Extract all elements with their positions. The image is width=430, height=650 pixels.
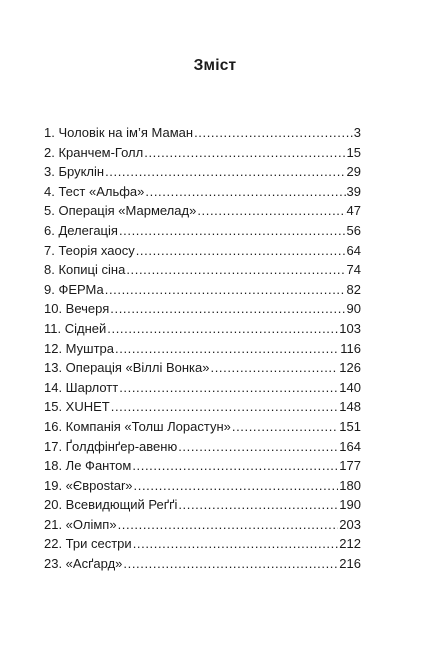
toc-dot-leader [145, 182, 345, 202]
page-title: Зміст [193, 57, 237, 74]
toc-entry [44, 162, 361, 182]
toc-dot-leader [105, 280, 346, 300]
toc-page-number: 216 [339, 556, 361, 572]
toc-entry-label: 15. XUHET [44, 399, 110, 415]
toc-page-number: 212 [339, 536, 361, 552]
toc-dot-leader [194, 123, 353, 143]
toc-dot-leader [105, 162, 345, 182]
toc-dot-leader [133, 534, 339, 554]
toc-dot-leader [119, 221, 346, 241]
toc-page-number: 56 [346, 222, 361, 238]
toc-entry-label: 23. «Асґард» [44, 556, 123, 572]
toc-entry-label: 22. Три сестри [44, 536, 132, 552]
toc-dot-leader [126, 260, 345, 280]
toc-dot-leader [144, 143, 345, 163]
toc-entry-label: 13. Операція «Віллі Вонка» [44, 360, 210, 376]
toc-dot-leader [232, 417, 338, 437]
toc-page-number: 164 [339, 438, 361, 454]
toc-page-number: 15 [346, 144, 361, 160]
toc-page-number: 180 [339, 477, 361, 493]
toc-dot-leader [132, 456, 338, 476]
toc-dot-leader [119, 378, 338, 398]
toc-entry [44, 182, 361, 202]
toc-entry [44, 476, 361, 496]
toc-page-number: 64 [346, 242, 361, 258]
toc-entry [44, 534, 361, 554]
toc-entry-label: 17. Ґолдфінґер-авеню [44, 438, 178, 454]
toc-entry [44, 299, 361, 319]
toc-entry [44, 378, 361, 398]
toc-entry-label: 14. Шарлотт [44, 379, 119, 395]
toc-page-number: 39 [346, 183, 361, 199]
toc-entry-label: 20. Всевидющий Реґґі [44, 497, 178, 513]
toc-entry-label: 9. ФЕРМа [44, 281, 104, 297]
toc-page-number: 47 [346, 203, 361, 219]
table-of-contents [44, 123, 361, 574]
toc-entry [44, 221, 361, 241]
toc-entry-label: 6. Делегація [44, 222, 118, 238]
toc-entry-label: 21. «Олімп» [44, 516, 117, 532]
toc-dot-leader [210, 358, 338, 378]
toc-entry-label: 18. Ле Фантом [44, 458, 132, 474]
toc-dot-leader [134, 476, 339, 496]
toc-entry [44, 495, 361, 515]
toc-entry [44, 280, 361, 300]
toc-dot-leader [136, 241, 346, 261]
toc-page-number: 82 [346, 281, 361, 297]
toc-entry-label: 3. Бруклін [44, 164, 105, 180]
toc-entry-label: 16. Компанія «Толш Лорастун» [44, 418, 231, 434]
toc-page-number: 151 [339, 418, 361, 434]
toc-page-number: 90 [346, 301, 361, 317]
toc-entry [44, 123, 361, 143]
toc-dot-leader [178, 495, 338, 515]
toc-page-number: 203 [339, 516, 361, 532]
toc-entry [44, 397, 361, 417]
toc-entry [44, 554, 361, 574]
toc-dot-leader [197, 201, 345, 221]
toc-dot-leader [123, 554, 338, 574]
toc-entry [44, 339, 361, 359]
toc-entry-label: 8. Копиці сіна [44, 262, 126, 278]
toc-entry [44, 319, 361, 339]
toc-dot-leader [115, 339, 339, 359]
toc-dot-leader [110, 299, 345, 319]
toc-entry [44, 437, 361, 457]
toc-entry-label: 11. Сідней [44, 320, 107, 336]
toc-page-number: 140 [339, 379, 361, 395]
toc-entry-label: 2. Кранчем-Голл [44, 144, 144, 160]
toc-page-number: 190 [339, 497, 361, 513]
toc-page-number: 74 [346, 262, 361, 278]
toc-entry [44, 417, 361, 437]
toc-page-number: 103 [339, 320, 361, 336]
toc-dot-leader [118, 515, 339, 535]
toc-entry-label: 10. Вечеря [44, 301, 110, 317]
toc-page-number: 177 [339, 458, 361, 474]
toc-entry [44, 515, 361, 535]
toc-dot-leader [111, 397, 339, 417]
toc-page-number: 148 [339, 399, 361, 415]
toc-page-number: 29 [346, 164, 361, 180]
toc-entry [44, 260, 361, 280]
toc-entry [44, 241, 361, 261]
toc-entry-label: 5. Операція «Мармелад» [44, 203, 197, 219]
toc-entry-label: 1. Чоловік на ім’я Маман [44, 125, 194, 140]
toc-entry [44, 358, 361, 378]
toc-page-number: 3 [353, 125, 361, 140]
toc-entry [44, 201, 361, 221]
toc-dot-leader [178, 437, 338, 457]
toc-entry-label: 19. «Єврostar» [44, 477, 133, 493]
toc-entry-label: 7. Теорія хаосу [44, 242, 135, 258]
toc-entry-label: 12. Муштра [44, 340, 115, 356]
toc-entry [44, 456, 361, 476]
toc-page-number: 126 [339, 360, 361, 376]
toc-page-number: 116 [340, 340, 361, 356]
toc-entry [44, 143, 361, 163]
toc-entry-label: 4. Тест «Альфа» [44, 183, 145, 199]
toc-dot-leader [107, 319, 338, 339]
